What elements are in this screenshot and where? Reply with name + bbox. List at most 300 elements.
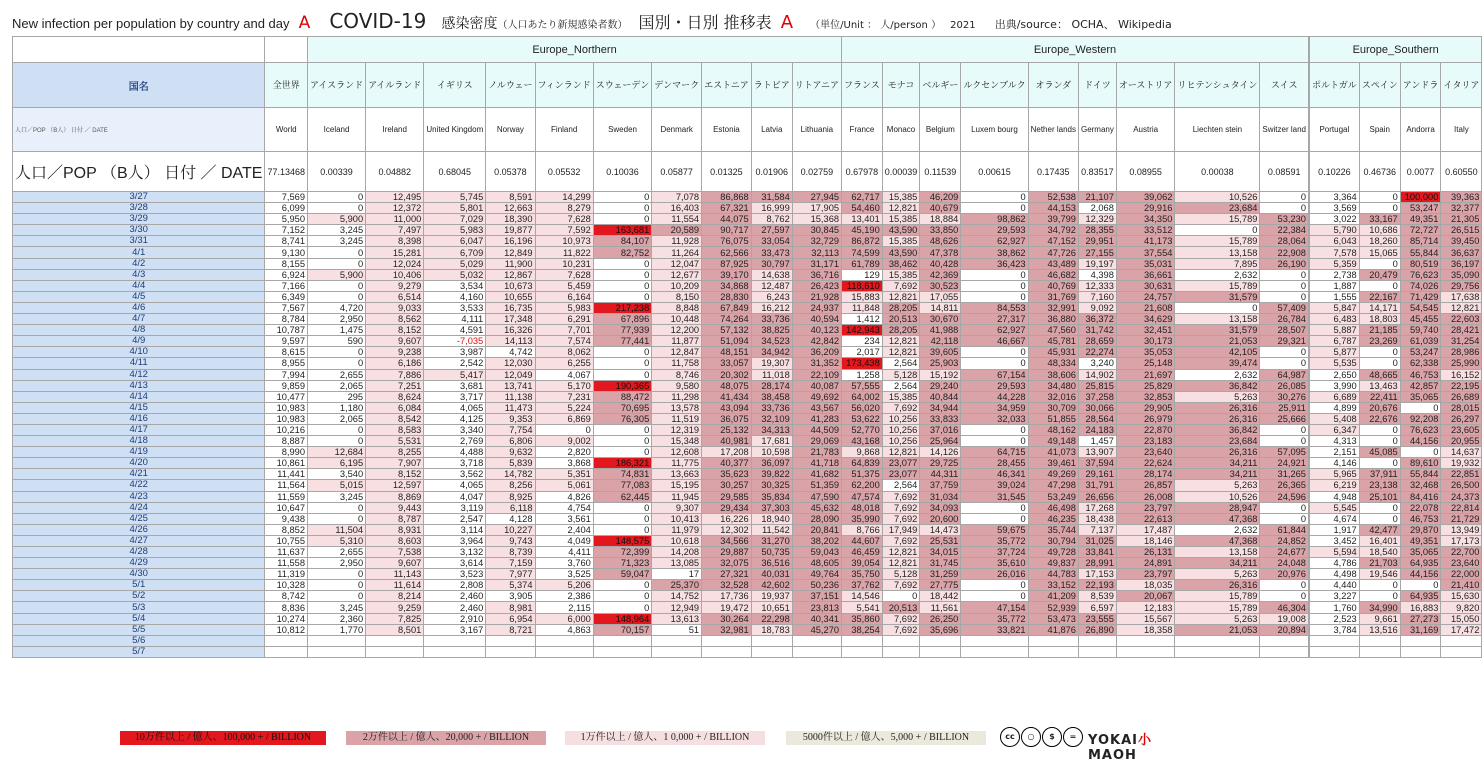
value-cell: 33,821 bbox=[961, 624, 1028, 635]
value-cell: 28,174 bbox=[1116, 469, 1175, 480]
value-cell: 8,539 bbox=[1078, 591, 1116, 602]
value-cell: 7,895 bbox=[1175, 258, 1260, 269]
value-cell: 52,538 bbox=[1028, 192, 1078, 203]
value-cell: 47,154 bbox=[961, 602, 1028, 613]
table-row bbox=[13, 447, 1482, 458]
value-cell bbox=[1359, 646, 1400, 657]
value-cell: 74,026 bbox=[1400, 280, 1441, 291]
value-cell: 6,243 bbox=[751, 291, 792, 302]
value-cell: 10,406 bbox=[366, 269, 424, 280]
value-cell: 44,156 bbox=[1400, 569, 1441, 580]
value-cell: 29,161 bbox=[1078, 469, 1116, 480]
legend-5k: 5000件以上 / 億人、5,000 + / BILLION bbox=[786, 731, 986, 745]
date-cell: 4/15 bbox=[13, 402, 265, 413]
country-name-jp: スペイン bbox=[1359, 63, 1400, 108]
value-cell: 22,624 bbox=[1116, 458, 1175, 469]
value-cell: 44,153 bbox=[1028, 203, 1078, 214]
value-cell: 7,231 bbox=[535, 391, 593, 402]
value-cell: 44,509 bbox=[792, 424, 841, 435]
value-cell: 6,255 bbox=[535, 358, 593, 369]
value-cell: 34,211 bbox=[1175, 558, 1260, 569]
value-cell: 18,940 bbox=[751, 513, 792, 524]
value-cell: 8,931 bbox=[366, 524, 424, 535]
value-cell: 2,950 bbox=[308, 314, 366, 325]
value-cell: 46,682 bbox=[1028, 269, 1078, 280]
value-cell: 25,829 bbox=[1116, 380, 1175, 391]
value-cell: 49,692 bbox=[792, 391, 841, 402]
value-cell: 10,983 bbox=[265, 402, 308, 413]
value-cell: 1,180 bbox=[308, 402, 366, 413]
value-cell: 12,200 bbox=[652, 325, 702, 336]
value-cell: 34,990 bbox=[1359, 602, 1400, 613]
value-cell: 29,725 bbox=[920, 458, 961, 469]
value-cell: 3,540 bbox=[308, 469, 366, 480]
value-cell: 8,155 bbox=[265, 258, 308, 269]
value-cell: 37,258 bbox=[1078, 391, 1116, 402]
value-cell: 28,830 bbox=[702, 291, 752, 302]
value-cell: 30,845 bbox=[792, 225, 841, 236]
country-name-jp: ドイツ bbox=[1078, 63, 1116, 108]
table-row bbox=[13, 524, 1482, 535]
country-population: 0.00339 bbox=[308, 152, 366, 192]
value-cell: 0 bbox=[961, 280, 1028, 291]
value-cell: 17,472 bbox=[1441, 624, 1482, 635]
value-cell: 5,594 bbox=[1309, 547, 1359, 558]
value-cell: 14,637 bbox=[1441, 447, 1482, 458]
value-cell: 3,245 bbox=[308, 491, 366, 502]
table-row bbox=[13, 314, 1482, 325]
value-cell: 4,067 bbox=[535, 369, 593, 380]
value-cell: 28,090 bbox=[792, 513, 841, 524]
value-cell: 54,545 bbox=[1400, 302, 1441, 313]
value-cell: 5,801 bbox=[424, 203, 486, 214]
value-cell: 25,531 bbox=[920, 535, 961, 546]
value-cell: 51,094 bbox=[702, 336, 752, 347]
value-cell: 0 bbox=[308, 424, 366, 435]
value-cell: 20,067 bbox=[1116, 591, 1175, 602]
value-cell: 13,741 bbox=[486, 380, 535, 391]
value-cell: 0 bbox=[961, 291, 1028, 302]
value-cell: 76,623 bbox=[1400, 424, 1441, 435]
value-cell: 0 bbox=[308, 580, 366, 591]
value-cell: 26,085 bbox=[1260, 380, 1309, 391]
country-population: 0.68045 bbox=[424, 152, 486, 192]
value-cell: 17,949 bbox=[882, 524, 920, 535]
value-cell: 49,269 bbox=[1028, 469, 1078, 480]
value-cell: 62,927 bbox=[961, 236, 1028, 247]
value-cell: 33,841 bbox=[1078, 547, 1116, 558]
value-cell: 2,564 bbox=[882, 358, 920, 369]
value-cell: 20,894 bbox=[1260, 624, 1309, 635]
value-cell: 163,681 bbox=[593, 225, 651, 236]
value-cell: 8,787 bbox=[366, 513, 424, 524]
value-cell: 0 bbox=[308, 502, 366, 513]
table-row bbox=[13, 391, 1482, 402]
value-cell: 8,746 bbox=[652, 369, 702, 380]
value-cell: 9,632 bbox=[486, 447, 535, 458]
date-cell: 4/24 bbox=[13, 502, 265, 513]
value-cell: 43,590 bbox=[882, 247, 920, 258]
value-cell: 40,341 bbox=[792, 613, 841, 624]
value-cell: 12,319 bbox=[652, 424, 702, 435]
value-cell: 11,473 bbox=[486, 402, 535, 413]
country-name-en: Nether lands bbox=[1028, 108, 1078, 152]
value-cell: 17,055 bbox=[920, 291, 961, 302]
value-cell: 21,783 bbox=[792, 447, 841, 458]
value-cell: 22,000 bbox=[1441, 569, 1482, 580]
value-cell: 3,868 bbox=[535, 458, 593, 469]
value-cell: 3,132 bbox=[424, 547, 486, 558]
value-cell: 0 bbox=[961, 269, 1028, 280]
table-row bbox=[13, 513, 1482, 524]
date-cell: 4/16 bbox=[13, 413, 265, 424]
value-cell: 46,753 bbox=[1400, 369, 1441, 380]
value-cell: 42,118 bbox=[920, 336, 961, 347]
date-cell: 5/7 bbox=[13, 646, 265, 657]
country-name-jp: アイスランド bbox=[308, 63, 366, 108]
date-cell: 5/5 bbox=[13, 624, 265, 635]
value-cell: 2,632 bbox=[1175, 369, 1260, 380]
country-name-en: Portugal bbox=[1309, 108, 1359, 152]
value-cell: 17,905 bbox=[792, 203, 841, 214]
value-cell: 5,459 bbox=[535, 280, 593, 291]
value-cell: 62,445 bbox=[593, 491, 651, 502]
value-cell bbox=[1175, 635, 1260, 646]
country-population: 77.13468 bbox=[265, 152, 308, 192]
value-cell: 38,254 bbox=[842, 624, 883, 635]
date-cell: 5/3 bbox=[13, 602, 265, 613]
value-cell: 29,321 bbox=[1260, 336, 1309, 347]
value-cell: 12,024 bbox=[366, 258, 424, 269]
value-cell: 0 bbox=[961, 192, 1028, 203]
country-population: 0.01906 bbox=[751, 152, 792, 192]
value-cell: 12,597 bbox=[366, 480, 424, 491]
value-cell: 0 bbox=[593, 502, 651, 513]
table-row bbox=[13, 258, 1482, 269]
value-cell: 5,965 bbox=[1309, 469, 1359, 480]
value-cell: 26,297 bbox=[1441, 413, 1482, 424]
value-cell: 8,279 bbox=[535, 203, 593, 214]
value-cell: 0 bbox=[961, 580, 1028, 591]
table-row bbox=[13, 325, 1482, 336]
value-cell: 21,410 bbox=[1441, 580, 1482, 591]
value-cell: 51,855 bbox=[1028, 413, 1078, 424]
value-cell: 3,022 bbox=[1309, 214, 1359, 225]
value-cell: 22,384 bbox=[1260, 225, 1309, 236]
table-row bbox=[13, 369, 1482, 380]
value-cell: 45,270 bbox=[792, 624, 841, 635]
value-cell: 35,610 bbox=[961, 558, 1028, 569]
value-cell: 4,440 bbox=[1309, 580, 1359, 591]
value-cell: 27,317 bbox=[961, 314, 1028, 325]
value-cell: 47,726 bbox=[1028, 247, 1078, 258]
table-row bbox=[13, 280, 1482, 291]
value-cell: 14,752 bbox=[652, 591, 702, 602]
date-cell: 3/31 bbox=[13, 236, 265, 247]
value-cell: 17,638 bbox=[1441, 291, 1482, 302]
table-row bbox=[13, 502, 1482, 513]
table-row bbox=[13, 225, 1482, 236]
value-cell: 72,727 bbox=[1400, 225, 1441, 236]
value-cell bbox=[842, 635, 883, 646]
date-cell: 4/2 bbox=[13, 258, 265, 269]
country-population: 0.46736 bbox=[1359, 152, 1400, 192]
value-cell: 15,368 bbox=[792, 214, 841, 225]
value-cell: 26,979 bbox=[1116, 413, 1175, 424]
value-cell: 25,132 bbox=[702, 424, 752, 435]
value-cell: 10,787 bbox=[265, 325, 308, 336]
date-cell: 4/22 bbox=[13, 480, 265, 491]
value-cell: 4,786 bbox=[1309, 558, 1359, 569]
value-cell: 3,533 bbox=[424, 302, 486, 313]
country-name-en: Denmark bbox=[652, 108, 702, 152]
value-cell: 41,718 bbox=[792, 458, 841, 469]
value-cell: 7,497 bbox=[366, 225, 424, 236]
value-cell: 2,068 bbox=[1078, 203, 1116, 214]
value-cell: 21,107 bbox=[1078, 192, 1116, 203]
value-cell: 8,887 bbox=[265, 436, 308, 447]
country-population: 0.05378 bbox=[486, 152, 535, 192]
value-cell: 3,525 bbox=[535, 569, 593, 580]
value-cell: 47,152 bbox=[1028, 236, 1078, 247]
value-cell: 0 bbox=[308, 280, 366, 291]
country-name-jp: フランス bbox=[842, 63, 883, 108]
value-cell: 4,065 bbox=[424, 480, 486, 491]
value-cell: 7,159 bbox=[486, 558, 535, 569]
value-cell: 23,077 bbox=[882, 458, 920, 469]
value-cell: 15,789 bbox=[1175, 280, 1260, 291]
value-cell: 18,260 bbox=[1359, 236, 1400, 247]
value-cell: 24,596 bbox=[1260, 491, 1309, 502]
value-cell: 12,677 bbox=[652, 269, 702, 280]
value-cell: 2,950 bbox=[308, 558, 366, 569]
value-cell: 4,398 bbox=[1078, 269, 1116, 280]
country-name-en: Ireland bbox=[366, 108, 424, 152]
value-cell bbox=[882, 646, 920, 657]
country-name-en: Iceland bbox=[308, 108, 366, 152]
value-cell: 15,385 bbox=[882, 391, 920, 402]
value-cell: 5,263 bbox=[1175, 391, 1260, 402]
value-cell: 19,877 bbox=[486, 225, 535, 236]
value-cell: 62,927 bbox=[961, 325, 1028, 336]
value-cell: 4,674 bbox=[1309, 513, 1359, 524]
value-cell: 15,385 bbox=[882, 192, 920, 203]
value-cell: 11,542 bbox=[751, 524, 792, 535]
value-cell: 90,717 bbox=[702, 225, 752, 236]
value-cell: 0 bbox=[593, 513, 651, 524]
value-cell: 18,146 bbox=[1116, 535, 1175, 546]
value-cell: 12,487 bbox=[751, 280, 792, 291]
value-cell: 44,156 bbox=[1400, 436, 1441, 447]
value-cell: 42,842 bbox=[792, 336, 841, 347]
country-population: 0.02759 bbox=[792, 152, 841, 192]
table-row bbox=[13, 192, 1482, 203]
value-cell: 25,666 bbox=[1260, 413, 1309, 424]
value-cell: 33,850 bbox=[920, 225, 961, 236]
value-cell: 32,981 bbox=[702, 624, 752, 635]
value-cell: 8,925 bbox=[486, 491, 535, 502]
value-cell: 77,083 bbox=[593, 480, 651, 491]
table-row bbox=[13, 635, 1482, 646]
value-cell: -7,035 bbox=[424, 336, 486, 347]
value-cell: 23,797 bbox=[1116, 502, 1175, 513]
value-cell: 9,607 bbox=[366, 336, 424, 347]
country-population: 0.08955 bbox=[1116, 152, 1175, 192]
value-cell: 15,789 bbox=[1175, 602, 1260, 613]
title-jp: 感染密度 bbox=[441, 16, 498, 32]
value-cell: 6,869 bbox=[535, 413, 593, 424]
value-cell: 7,754 bbox=[486, 424, 535, 435]
country-name-jp: ルクセンブルク bbox=[961, 63, 1028, 108]
value-cell: 5,839 bbox=[486, 458, 535, 469]
value-cell: 5,745 bbox=[424, 192, 486, 203]
value-cell: 30,797 bbox=[751, 258, 792, 269]
country-population: 0.04882 bbox=[366, 152, 424, 192]
value-cell: 2,820 bbox=[535, 447, 593, 458]
value-cell: 6,047 bbox=[424, 236, 486, 247]
value-cell: 3,119 bbox=[424, 502, 486, 513]
value-cell: 31,579 bbox=[1175, 291, 1260, 302]
value-cell: 25,990 bbox=[1441, 358, 1482, 369]
value-cell: 38,862 bbox=[961, 247, 1028, 258]
value-cell: 41,173 bbox=[1116, 236, 1175, 247]
value-cell: 0 bbox=[308, 291, 366, 302]
value-cell: 6,689 bbox=[1309, 391, 1359, 402]
value-cell bbox=[652, 646, 702, 657]
date-cell: 4/30 bbox=[13, 569, 265, 580]
value-cell: 22,298 bbox=[751, 613, 792, 624]
value-cell: 11,298 bbox=[652, 391, 702, 402]
value-cell: 41,073 bbox=[1028, 447, 1078, 458]
value-cell: 9,238 bbox=[366, 347, 424, 358]
value-cell: 29,240 bbox=[920, 380, 961, 391]
value-cell: 7,029 bbox=[424, 214, 486, 225]
value-cell: 13,401 bbox=[842, 214, 883, 225]
value-cell: 6,954 bbox=[486, 613, 535, 624]
value-cell: 2,547 bbox=[424, 513, 486, 524]
value-cell: 49,728 bbox=[1028, 547, 1078, 558]
date-cell: 4/19 bbox=[13, 447, 265, 458]
value-cell: 0 bbox=[308, 569, 366, 580]
date-cell: 4/7 bbox=[13, 314, 265, 325]
value-cell: 19,932 bbox=[1441, 458, 1482, 469]
value-cell: 43,168 bbox=[842, 436, 883, 447]
country-name-en: France bbox=[842, 108, 883, 152]
value-cell: 45,190 bbox=[842, 225, 883, 236]
value-cell: 10,448 bbox=[652, 314, 702, 325]
value-cell: 36,661 bbox=[1116, 269, 1175, 280]
value-cell: 53,247 bbox=[1400, 203, 1441, 214]
value-cell: 2,650 bbox=[1309, 369, 1359, 380]
country-name-en: Switzer land bbox=[1260, 108, 1309, 152]
country-population: 0.11539 bbox=[920, 152, 961, 192]
value-cell: 26,500 bbox=[1441, 480, 1482, 491]
value-cell: 36,516 bbox=[751, 558, 792, 569]
value-cell: 14,208 bbox=[652, 547, 702, 558]
value-cell: 31,254 bbox=[1441, 336, 1482, 347]
value-cell: 34,868 bbox=[702, 280, 752, 291]
value-cell: 3,562 bbox=[424, 469, 486, 480]
value-cell: 32,468 bbox=[1400, 480, 1441, 491]
value-cell: 37,151 bbox=[792, 591, 841, 602]
value-cell: 7,692 bbox=[882, 535, 920, 546]
value-cell: 21,053 bbox=[1175, 336, 1260, 347]
value-cell: 3,240 bbox=[1078, 358, 1116, 369]
value-cell: 10,655 bbox=[486, 291, 535, 302]
value-cell: 62,717 bbox=[842, 192, 883, 203]
value-cell: 23,640 bbox=[1441, 558, 1482, 569]
value-cell: 23,605 bbox=[1441, 424, 1482, 435]
value-cell: 8,214 bbox=[366, 591, 424, 602]
value-cell: 5,983 bbox=[535, 302, 593, 313]
value-cell: 33,736 bbox=[751, 314, 792, 325]
value-cell: 11,558 bbox=[265, 558, 308, 569]
value-cell: 8,150 bbox=[652, 291, 702, 302]
value-cell: 20,589 bbox=[652, 225, 702, 236]
value-cell: 3,114 bbox=[424, 524, 486, 535]
value-cell: 53,230 bbox=[1260, 214, 1309, 225]
value-cell: 11,822 bbox=[535, 247, 593, 258]
value-cell: 8,784 bbox=[265, 314, 308, 325]
value-cell: 4,065 bbox=[424, 402, 486, 413]
value-cell: 84,416 bbox=[1400, 491, 1441, 502]
value-cell: 2,738 bbox=[1309, 269, 1359, 280]
value-cell: 33,057 bbox=[702, 358, 752, 369]
country-name-en: Liechten stein bbox=[1175, 108, 1260, 152]
value-cell bbox=[961, 646, 1028, 657]
value-cell: 0 bbox=[1260, 203, 1309, 214]
value-cell: 0 bbox=[961, 424, 1028, 435]
country-name-jp: 全世界 bbox=[265, 63, 308, 108]
value-cell: 48,626 bbox=[920, 236, 961, 247]
value-cell: 38,606 bbox=[1028, 369, 1078, 380]
value-cell: 15,630 bbox=[1441, 591, 1482, 602]
value-cell: 89,610 bbox=[1400, 458, 1441, 469]
value-cell: 29,434 bbox=[702, 502, 752, 513]
value-cell: 31,265 bbox=[1260, 469, 1309, 480]
value-cell: 14,113 bbox=[486, 336, 535, 347]
value-cell: 12,821 bbox=[882, 291, 920, 302]
value-cell: 34,942 bbox=[751, 347, 792, 358]
value-cell: 26,316 bbox=[1175, 580, 1260, 591]
value-cell: 0 bbox=[1359, 347, 1400, 358]
value-cell: 36,880 bbox=[1028, 314, 1078, 325]
value-cell bbox=[882, 635, 920, 646]
value-cell: 34,944 bbox=[920, 402, 961, 413]
value-cell: 11,138 bbox=[486, 391, 535, 402]
value-cell: 53,473 bbox=[1028, 613, 1078, 624]
value-cell: 26,423 bbox=[792, 280, 841, 291]
value-cell: 31,270 bbox=[751, 535, 792, 546]
value-cell: 3,534 bbox=[424, 280, 486, 291]
value-cell: 28,947 bbox=[1175, 502, 1260, 513]
value-cell: 3,614 bbox=[424, 558, 486, 569]
value-cell: 22,613 bbox=[1116, 513, 1175, 524]
value-cell: 4,111 bbox=[424, 314, 486, 325]
value-cell: 32,377 bbox=[1441, 203, 1482, 214]
value-cell: 44,607 bbox=[842, 535, 883, 546]
value-cell: 0 bbox=[1359, 280, 1400, 291]
value-cell: 0 bbox=[1359, 502, 1400, 513]
value-cell bbox=[308, 635, 366, 646]
value-cell: 7,692 bbox=[882, 402, 920, 413]
table-row bbox=[13, 214, 1482, 225]
value-cell: 12,949 bbox=[652, 602, 702, 613]
value-cell: 51,359 bbox=[792, 480, 841, 491]
date-cell: 4/8 bbox=[13, 325, 265, 336]
title-a: A bbox=[298, 13, 311, 33]
value-cell: 76,623 bbox=[1400, 269, 1441, 280]
